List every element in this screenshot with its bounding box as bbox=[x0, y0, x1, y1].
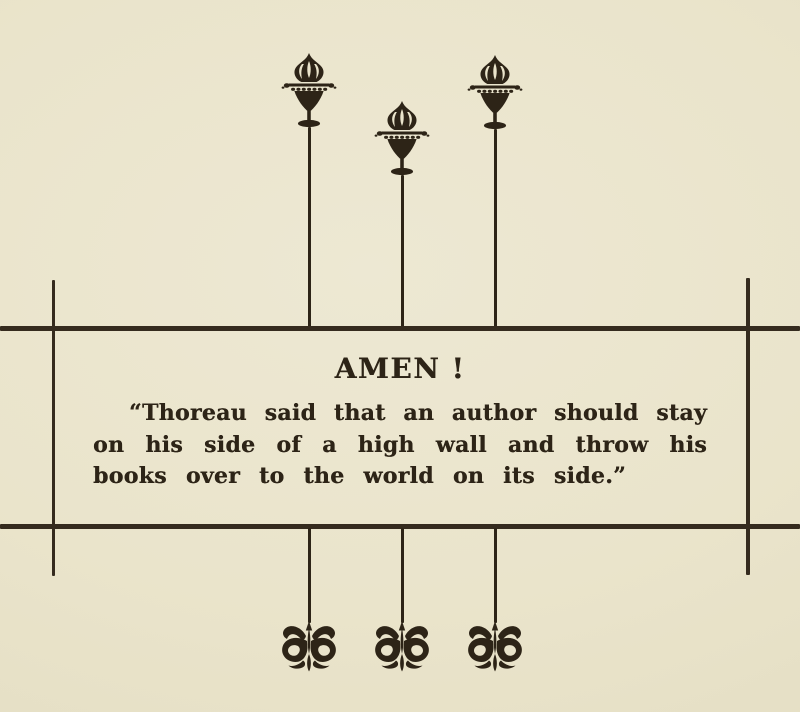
torch-stem-line bbox=[308, 127, 311, 328]
quote-line-2: on his side of a high wall and throw his bbox=[93, 431, 707, 458]
torch-stem-line bbox=[401, 175, 404, 328]
torch-ornament-icon bbox=[281, 52, 337, 136]
torch-ornament-icon bbox=[374, 100, 430, 184]
quote-heading: AMEN ! bbox=[334, 352, 466, 385]
fleuron-stem-line bbox=[494, 528, 497, 623]
torch-stem-line bbox=[494, 129, 497, 328]
quote-line-3: books over to the world on its side.” bbox=[93, 463, 627, 489]
fleuron-ornament-icon bbox=[373, 621, 431, 673]
top-horizontal-rule bbox=[0, 326, 800, 331]
left-vertical-rule bbox=[52, 280, 56, 576]
fleuron-stem-line bbox=[308, 528, 311, 623]
fleuron-ornament-icon bbox=[280, 621, 338, 673]
bottom-horizontal-rule bbox=[0, 524, 800, 529]
fleuron-ornament-icon bbox=[466, 621, 524, 673]
quote-line-1: “Thoreau said that an author should stay bbox=[129, 400, 707, 426]
fleuron-stem-line bbox=[401, 528, 404, 623]
torch-ornament-icon bbox=[467, 54, 523, 138]
quote-block bbox=[93, 353, 707, 493]
right-vertical-rule bbox=[746, 278, 750, 575]
